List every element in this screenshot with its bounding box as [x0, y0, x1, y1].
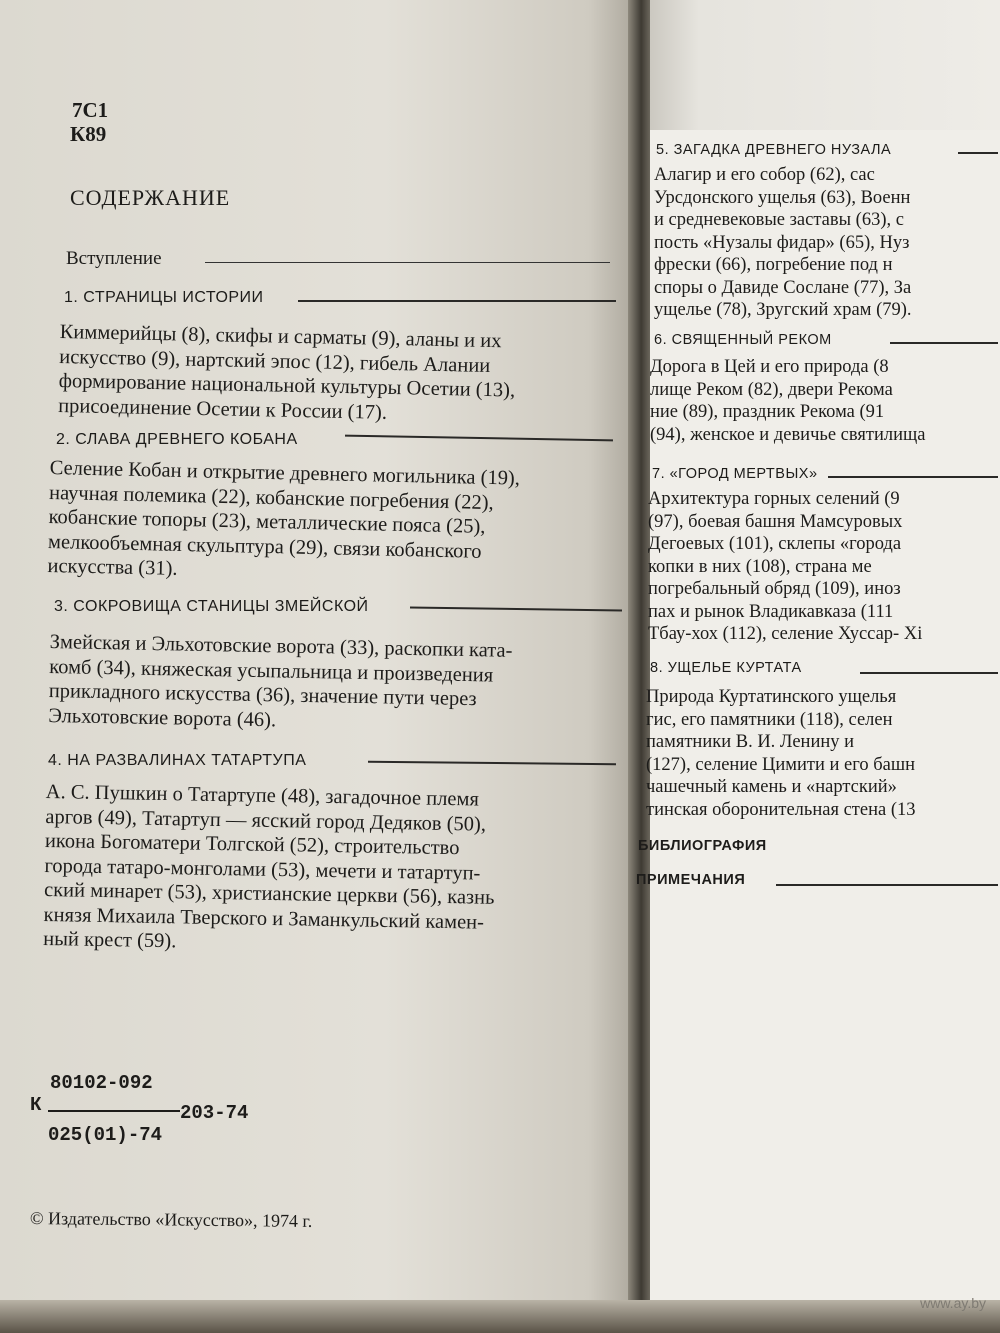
- bbk-code-top: 80102-092: [50, 1072, 153, 1094]
- text-line: (94), женское и девичье святилища: [650, 424, 926, 445]
- text-line: искусства (31).: [47, 554, 178, 580]
- text-line: и средневековые заставы (63), с: [654, 210, 904, 230]
- section-5-heading: 5. ЗАГАДКА ДРЕВНЕГО НУЗАЛА: [656, 142, 892, 158]
- section-6-body: [650, 356, 925, 446]
- copyright-line: © Издательство «Искусство», 1974 г.: [29, 1208, 313, 1231]
- section-2-heading: 2. СЛАВА ДРЕВНЕГО КОБАНА: [56, 431, 298, 448]
- section-1-heading: 1. СТРАНИЦЫ ИСТОРИИ: [64, 289, 264, 306]
- text-line: чашечный камень и «нартский»: [646, 777, 897, 797]
- section-7-leader-line: [828, 476, 998, 478]
- text-line: Тбау-хох (112), селение Хуссар- Хі: [648, 624, 923, 644]
- text-line: фрески (66), погребение под н: [654, 255, 893, 275]
- text-line: города татаро-монголами (53), мечети и татартуп-: [44, 854, 481, 885]
- text-line: аргов (49), Татартуп — ясский город Дедяков (50),: [45, 805, 487, 836]
- watermark: www.ay.by: [920, 1295, 986, 1311]
- text-line: Урсдонского ущелья (63), Военн: [654, 187, 911, 208]
- text-line: споры о Давиде Сослане (77), За: [654, 277, 912, 298]
- section-5-leader-line: [958, 152, 998, 154]
- text-line: Селение Кобан и открытие древнего могильника (19),: [49, 456, 521, 490]
- contents-title: СОДЕРЖАНИЕ: [70, 185, 231, 210]
- text-line: Змейская и Эльхотовские ворота (33), раскопки ката-: [49, 630, 513, 662]
- section-3-heading: 3. СОКРОВИЩА СТАНИЦЫ ЗМЕЙСКОЙ: [54, 598, 369, 615]
- bibliography-heading: БИБЛИОГРАФИЯ: [638, 838, 767, 854]
- author-mark: К89: [70, 122, 107, 146]
- text-line: (127), селение Цимити и его башн: [646, 754, 916, 775]
- text-line: икона Богоматери Толгской (52), строительство: [44, 829, 460, 860]
- section-4-heading: 4. НА РАЗВАЛИНАХ ТАТАРТУПА: [48, 752, 307, 769]
- section-8-leader-line: [860, 672, 998, 674]
- text-line: Дегоевых (101), склепы «города: [648, 534, 902, 554]
- text-line: тинская оборонительная стена (13: [646, 799, 916, 820]
- text-line: Дорога в Цей и его природа (8: [650, 357, 889, 377]
- bbk-letter: К: [30, 1094, 42, 1116]
- classification-code: 7С1: [72, 98, 109, 122]
- intro-label: Вступление: [66, 248, 162, 269]
- section-8-heading: 8. УЩЕЛЬЕ КУРТАТА: [650, 660, 802, 676]
- text-line: присоединение Осетии к России (17).: [57, 394, 388, 424]
- text-line: памятники В. И. Ленину и: [646, 732, 855, 752]
- text-line: ный крест (59).: [43, 927, 177, 953]
- text-line: погребальный обряд (109), инoз: [648, 579, 901, 599]
- text-line: мелкообъемная скульптура (29), связи кобанского: [47, 530, 482, 563]
- notes-leader-line: [776, 884, 998, 886]
- section-7-heading: 7. «ГОРОД МЕРТВЫХ»: [652, 466, 818, 482]
- bbk-code-right: 203-74: [180, 1102, 249, 1124]
- section-6-heading: 6. СВЯЩЕННЫЙ РЕКОМ: [654, 332, 832, 348]
- text-line: Алагир и его собор (62), сас: [654, 165, 875, 185]
- section-5-body: [654, 164, 912, 322]
- text-line: научная полемика (22), кобанские погребения (22),: [48, 481, 494, 514]
- bbk-code-bottom: 025(01)-74: [48, 1124, 163, 1146]
- text-line: пость «Нузалы фидар» (65), Нуз: [654, 232, 910, 253]
- notes-heading: ПРИМЕЧАНИЯ: [636, 872, 746, 888]
- text-line: кобанские топоры (23), металлические пояса (25),: [48, 505, 486, 538]
- text-line: искусство (9), нартский эпос (12), гибель Алании: [59, 345, 491, 377]
- section-7-body: [648, 488, 922, 646]
- text-line: пах и рынок Владикавказа (111: [648, 601, 894, 622]
- section-2-leader-line: [345, 435, 613, 441]
- text-line: (97), боевая башня Мамсуровых: [648, 511, 903, 532]
- text-line: формирование национальной культуры Осетии (13),: [58, 369, 516, 402]
- text-line: Киммерийцы (8), скифы и сарматы (9), аланы и их: [59, 320, 502, 353]
- text-line: комб (34), княжеская усыпальница и произведения: [49, 655, 494, 687]
- text-line: ние (89), праздник Рекома (91: [650, 402, 885, 422]
- text-line: лище Реком (82), двери Рекома: [650, 379, 893, 400]
- text-line: Архитектура горных селений (9: [648, 489, 900, 509]
- text-line: гис, его памятники (118), селен: [646, 709, 893, 730]
- section-4-leader-line: [368, 761, 616, 765]
- section-3-leader-line: [410, 607, 622, 611]
- text-line: А. С. Пушкин о Татартупе (48), загадочное племя: [45, 780, 480, 811]
- text-line: князя Михаила Тверского и Заманкульский камен-: [43, 903, 485, 934]
- text-line: ущелье (78), Зругский храм (79).: [654, 300, 912, 320]
- section-6-leader-line: [890, 342, 998, 344]
- text-line: прикладного искусства (36), значение пути через: [48, 679, 477, 711]
- text-line: копки в них (108), страна ме: [648, 556, 872, 577]
- section-8-body: [646, 686, 915, 821]
- text-line: Природа Куртатинского ущелья: [646, 687, 897, 707]
- text-line: ский минарет (53), христианские церкви (56), казнь: [43, 878, 495, 909]
- text-line: Эльхотовские ворота (46).: [48, 704, 277, 731]
- table-surface: [0, 1300, 1000, 1333]
